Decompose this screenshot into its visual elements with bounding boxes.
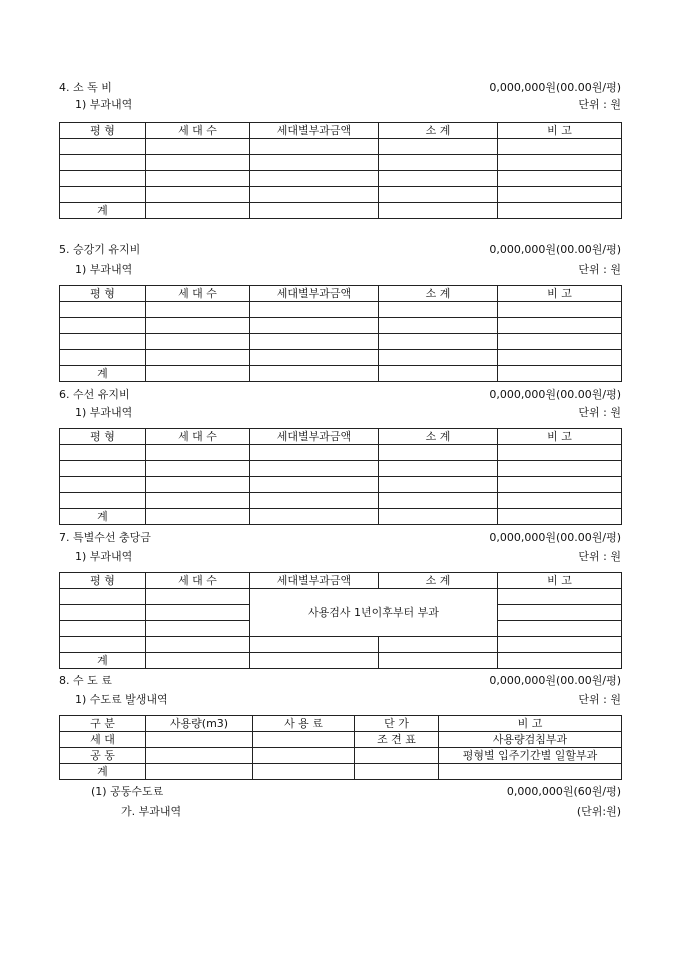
table-total-row — [60, 653, 622, 669]
section-7-heading — [59, 530, 621, 546]
header-cell: 비 고 — [439, 716, 622, 732]
section-7-subheading — [59, 549, 621, 565]
sub-label: 1) 부과내역 — [75, 550, 133, 563]
sub-label: 1) 부과내역 — [75, 98, 133, 111]
section-6-heading — [59, 387, 621, 403]
header-cell: 세대별부과금액 — [250, 123, 379, 139]
table-row — [60, 334, 622, 350]
table-row — [60, 139, 622, 155]
common-water-title: (1) 공동수도료 — [91, 785, 164, 798]
section-title: 7. 특별수선 충당금 — [59, 531, 151, 544]
common-water-amount: 0,000,000원(60원/평) — [506, 785, 621, 798]
section-7-table — [59, 572, 622, 669]
table-row — [60, 445, 622, 461]
header-cell: 사용량(m3) — [146, 716, 253, 732]
sub-label: 1) 부과내역 — [75, 263, 133, 276]
table-header-row — [60, 123, 622, 139]
row-label: 공 동 — [60, 748, 146, 764]
table-total-row — [60, 203, 622, 219]
table-total-row — [60, 509, 622, 525]
section-title: 6. 수선 유지비 — [59, 388, 130, 401]
unit-label: 단위 : 원 — [578, 406, 621, 419]
common-water-heading — [59, 784, 621, 800]
table-row — [60, 732, 622, 748]
section-amount: 0,000,000원(00.00원/평) — [489, 531, 621, 544]
table-row — [60, 187, 622, 203]
section-5-heading — [59, 242, 621, 258]
cell-value — [355, 748, 439, 764]
header-cell: 평 형 — [60, 573, 146, 589]
cell-value: 평형별 입주기간별 일할부과 — [439, 748, 622, 764]
section-5-table — [59, 285, 622, 382]
table-row — [60, 350, 622, 366]
header-cell: 세대별부과금액 — [250, 286, 379, 302]
section-6-subheading — [59, 405, 621, 421]
table-row — [60, 748, 622, 764]
section-title: 5. 승강기 유지비 — [59, 243, 141, 256]
header-cell: 평 형 — [60, 123, 146, 139]
section-8-heading — [59, 673, 621, 689]
header-cell: 비 고 — [498, 573, 622, 589]
header-cell: 소 계 — [379, 286, 498, 302]
header-cell: 세 대 수 — [146, 573, 250, 589]
table-row — [60, 461, 622, 477]
common-water-sub: 가. 부과내역 — [121, 805, 182, 818]
water-table — [59, 715, 622, 780]
unit-label: 단위 : 원 — [578, 263, 621, 276]
unit-label: 단위 : 원 — [578, 98, 621, 111]
header-cell: 비 고 — [498, 286, 622, 302]
sub-label: 1) 수도료 발생내역 — [75, 693, 168, 706]
header-cell: 세 대 수 — [146, 123, 250, 139]
section-title: 8. 수 도 료 — [59, 674, 112, 687]
section-amount: 0,000,000원(00.00원/평) — [489, 674, 621, 687]
common-water-unit: (단위:원) — [576, 805, 621, 818]
merged-note: 사용검사 1년이후부터 부과 — [250, 589, 498, 637]
table-row — [60, 589, 622, 605]
section-amount: 0,000,000원(00.00원/평) — [489, 81, 621, 94]
common-water-subheading — [59, 804, 621, 820]
table-row — [60, 171, 622, 187]
header-cell: 단 가 — [355, 716, 439, 732]
header-cell: 세대별부과금액 — [250, 429, 379, 445]
total-label: 계 — [60, 203, 146, 219]
cell-value: 사용량검침부과 — [439, 732, 622, 748]
table-row — [60, 302, 622, 318]
header-cell: 비 고 — [498, 429, 622, 445]
cell-value: 조 견 표 — [355, 732, 439, 748]
header-cell: 비 고 — [498, 123, 622, 139]
section-6-table — [59, 428, 622, 525]
table-total-row — [60, 764, 622, 780]
header-cell: 세 대 수 — [146, 286, 250, 302]
header-cell: 소 계 — [379, 573, 498, 589]
table-total-row — [60, 366, 622, 382]
section-8-subheading — [59, 692, 621, 708]
header-cell: 세대별부과금액 — [250, 573, 379, 589]
header-cell: 소 계 — [379, 123, 498, 139]
header-cell: 평 형 — [60, 429, 146, 445]
table-header-row — [60, 716, 622, 732]
total-label: 계 — [60, 764, 146, 780]
unit-label: 단위 : 원 — [578, 693, 621, 706]
row-label: 세 대 — [60, 732, 146, 748]
section-4-subheading — [59, 97, 621, 113]
total-label: 계 — [60, 653, 146, 669]
unit-label: 단위 : 원 — [578, 550, 621, 563]
table-row — [60, 493, 622, 509]
table-header-row — [60, 286, 622, 302]
header-cell: 평 형 — [60, 286, 146, 302]
header-cell: 사 용 료 — [253, 716, 355, 732]
header-cell: 구 분 — [60, 716, 146, 732]
table-header-row — [60, 573, 622, 589]
table-row — [60, 637, 622, 653]
section-title: 4. 소 독 비 — [59, 81, 112, 94]
table-header-row — [60, 429, 622, 445]
table-row — [60, 155, 622, 171]
table-row — [60, 477, 622, 493]
table-row — [60, 318, 622, 334]
sub-label: 1) 부과내역 — [75, 406, 133, 419]
header-cell: 세 대 수 — [146, 429, 250, 445]
total-label: 계 — [60, 366, 146, 382]
section-amount: 0,000,000원(00.00원/평) — [489, 243, 621, 256]
header-cell: 소 계 — [379, 429, 498, 445]
section-5-subheading — [59, 262, 621, 278]
section-4-table — [59, 122, 622, 219]
section-amount: 0,000,000원(00.00원/평) — [489, 388, 621, 401]
section-4-heading — [59, 80, 621, 96]
total-label: 계 — [60, 509, 146, 525]
